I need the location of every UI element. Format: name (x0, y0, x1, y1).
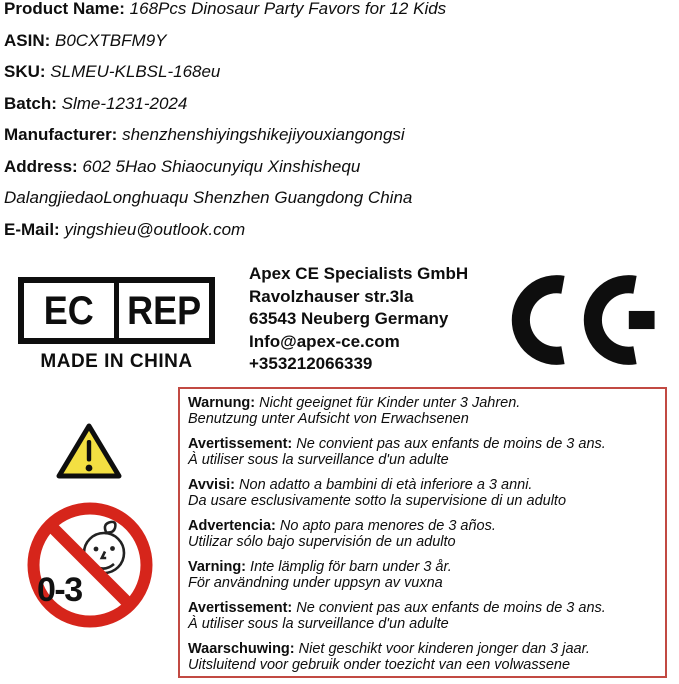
sku-label: SKU: (4, 62, 46, 81)
product-name-label: Product Name: (4, 0, 125, 18)
product-info-row (4, 158, 446, 176)
warning-triangle-icon (55, 421, 123, 486)
eu-rep-street: Ravolzhauser str.3la (249, 286, 414, 306)
warning-line2: À utiliser sous la surveillance d'un adulte (188, 452, 449, 468)
product-info-row (4, 126, 446, 144)
ec-rep-icon (18, 277, 215, 344)
ec-rep-ec-cell (24, 283, 114, 338)
warning-line2: À utiliser sous la surveillance d'un adulte (188, 616, 449, 632)
address-value-line1: 602 5Hao Shiaocunyiqu Xinshishequ (82, 156, 361, 176)
warning-line2: Benutzung unter Aufsicht von Erwachsenen (188, 411, 469, 427)
product-info-row (4, 221, 446, 239)
warning-label: Advertencia: (188, 518, 276, 534)
eu-rep-phone: +353212066339 (249, 354, 373, 373)
asin-value: B0CXTBFM9Y (55, 30, 167, 50)
manufacturer-value: shenzhenshiyingshikejiyouxiangongsi (122, 125, 405, 144)
product-info-row (4, 189, 446, 207)
ce-mark-icon (511, 275, 656, 370)
warning-item-spanish (188, 518, 661, 550)
product-info-row (4, 0, 446, 18)
warning-label: Varning: (188, 559, 247, 575)
warning-line1: Non adatto a bambini di età inferiore a 3 anni. (239, 477, 533, 493)
ec-text: EC (43, 288, 95, 333)
asin-label: ASIN: (4, 30, 51, 50)
warning-item-french-2 (188, 600, 661, 632)
warning-line1: Inte lämplig för barn under 3 år. (250, 559, 452, 575)
warning-line1: Niet geschikt voor kinderen jonger dan 3 jaar. (298, 641, 590, 657)
warning-line2: Utilizar sólo bajo supervisión de un adulto (188, 534, 456, 550)
warning-label: Avertissement: (188, 436, 293, 452)
warning-line2: Uitsluitend voor gebruik onder toezicht van een volwassene (188, 657, 571, 673)
warning-line1: Ne convient pas aux enfants de moins de 3 ans. (296, 600, 606, 616)
manufacturer-label: Manufacturer: (4, 125, 118, 144)
eu-rep-city: 63543 Neuberg Germany (249, 309, 449, 328)
warning-item-dutch (188, 641, 661, 673)
warning-line2: Da usare esclusivamente sotto la supervisione di un adulto (188, 493, 567, 509)
warning-item-german (188, 395, 661, 427)
batch-value: Slme-1231-2024 (61, 93, 188, 113)
address-value-line2: DalangjiedaoLonghuaqu Shenzhen Guangdong China (4, 188, 413, 207)
eu-representative-address (249, 263, 468, 376)
product-info-block (4, 0, 446, 252)
batch-label: Batch: (4, 93, 57, 113)
ec-rep-rep-cell (114, 283, 209, 338)
warning-line1: Nicht geeignet für Kinder unter 3 Jahren. (259, 395, 521, 411)
warning-label: Avertissement: (188, 600, 293, 616)
product-info-row (4, 32, 446, 50)
warning-item-french (188, 436, 661, 468)
age-restriction-icon (26, 501, 156, 636)
address-label: Address: (4, 156, 78, 176)
email-label: E-Mail: (4, 219, 60, 239)
warning-label: Waarschuwing: (188, 641, 295, 657)
warning-label: Warnung: (188, 395, 256, 411)
warning-line1: Ne convient pas aux enfants de moins de 3 ans. (296, 436, 606, 452)
rep-text: REP (126, 288, 202, 333)
warning-panel (178, 387, 667, 678)
product-name-value: 168Pcs Dinosaur Party Favors for 12 Kids (129, 0, 447, 18)
email-value: yingshieu@outlook.com (64, 219, 246, 239)
warning-label: Avvisi: (188, 477, 236, 493)
made-in-china-text: MADE IN CHINA (40, 351, 193, 372)
product-info-row (4, 95, 446, 113)
age-restriction-text: 0-3 (37, 571, 82, 609)
warning-line1: No apto para menores de 3 años. (279, 518, 496, 534)
warning-item-swedish (188, 559, 661, 591)
warning-line2: För användning under uppsyn av vuxna (188, 575, 443, 591)
warning-item-italian (188, 477, 661, 509)
eu-rep-email: Info@apex-ce.com (249, 331, 400, 351)
sku-value: SLMEU-KLBSL-168eu (50, 62, 221, 81)
eu-rep-company: Apex CE Specialists GmbH (249, 264, 469, 283)
product-info-row (4, 63, 446, 81)
